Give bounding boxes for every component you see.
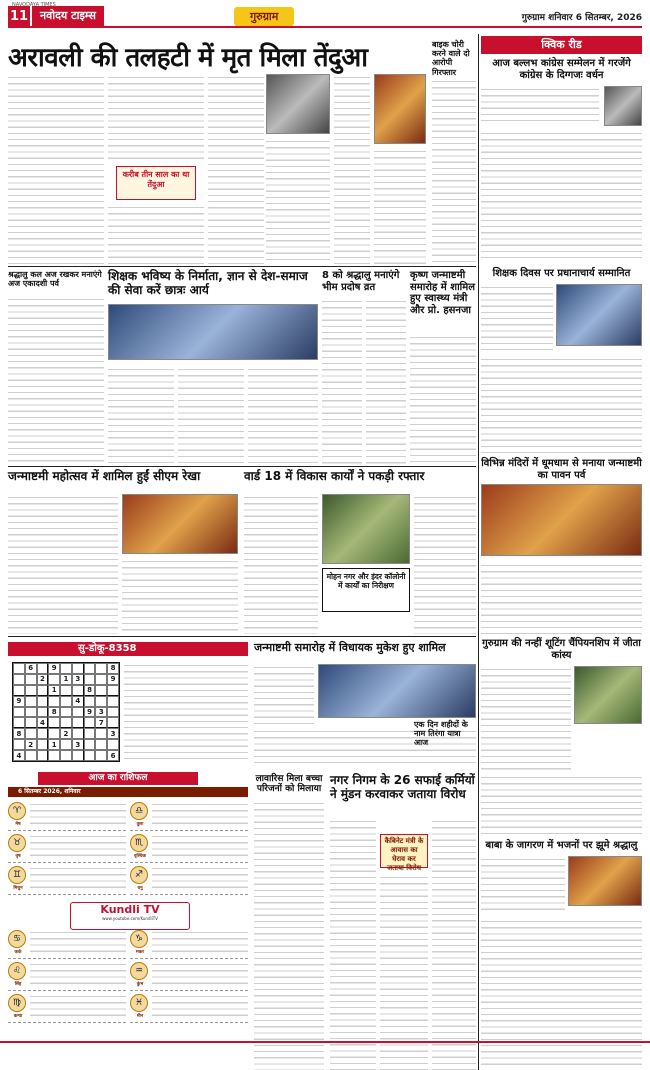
sign-text xyxy=(152,801,248,829)
sudoku-cell: 3 xyxy=(95,707,107,718)
sudoku-cell xyxy=(95,663,107,674)
sudoku-cell xyxy=(60,696,72,707)
sudoku-cell xyxy=(48,728,60,739)
teachers-day-body-2 xyxy=(481,356,642,454)
sign-text xyxy=(152,833,248,861)
sign-name: वृश्चिक xyxy=(134,854,146,859)
sudoku-cell xyxy=(84,728,96,739)
ward18-headline: वार्ड 18 में विकास कार्यों ने पकड़ी रफ्तार xyxy=(244,469,425,483)
sudoku-instructions xyxy=(124,662,248,762)
ekadashi-headline: श्रद्धालु कल अज रखकर मनाएंगे अज एकादशी पर्व xyxy=(8,270,102,289)
sign-text xyxy=(30,929,126,957)
nagar-nigam-body-1 xyxy=(330,818,376,1070)
shooting-body-2 xyxy=(481,774,642,834)
horoscope-sign xyxy=(130,832,248,863)
sudoku-cell xyxy=(25,717,37,728)
sudoku-cell xyxy=(13,707,25,718)
shooting-body-1 xyxy=(481,666,571,770)
sudoku-cell xyxy=(25,696,37,707)
lead-body-7 xyxy=(374,148,426,264)
sudoku-cell xyxy=(25,685,37,696)
bike-thief-body xyxy=(432,78,476,264)
teachers-day-body-1 xyxy=(481,284,553,352)
lawaris-headline: लावारिस मिला बच्चा परिजनों को मिलाया xyxy=(255,774,323,795)
lead-body-3 xyxy=(108,204,204,264)
krishna-health-headline: कृष्ण जन्माष्टमी समारोह में शामिल हुए स्वास्थ्य मंत्री और प्रो. हसनजा xyxy=(410,270,476,316)
lead-body-6 xyxy=(334,74,370,264)
sudoku-cell: 9 xyxy=(107,674,119,685)
zodiac-icon: ♏ xyxy=(130,834,148,852)
city-label: गुरुग्राम xyxy=(234,7,294,26)
lead-headline: अरावली की तलहटी में मृत मिला तेंदुआ xyxy=(8,43,368,73)
shooting-photo xyxy=(574,666,642,724)
sudoku-cell xyxy=(37,685,49,696)
baba-photo xyxy=(568,856,642,906)
bhim-headline: 8 को श्रद्धालु मनाएंगे भीम प्रदोष व्रत xyxy=(322,270,400,293)
masthead xyxy=(8,6,642,28)
sign-name: मकर xyxy=(136,950,144,955)
brand-logo: नवोदय टाइम्स xyxy=(32,6,104,26)
lead-body-5 xyxy=(266,138,330,264)
sign-text xyxy=(30,961,126,989)
sudoku-cell: 7 xyxy=(95,717,107,728)
sudoku-cell xyxy=(95,728,107,739)
lead-body-1 xyxy=(8,74,104,264)
horoscope-sign xyxy=(130,800,248,831)
column-rule xyxy=(478,34,479,1070)
sudoku-cell: 8 xyxy=(107,663,119,674)
sudoku-cell: 8 xyxy=(48,707,60,718)
mahotsav-headline: जन्माष्टमी महोत्सव में शामिल हुईं सीएम रेखा xyxy=(8,469,201,483)
content-area xyxy=(8,34,642,1033)
temples-headline: विभिन्न मंदिरों में धूमधाम से मनाया जन्माष्टमी का पावन पर्व xyxy=(481,458,642,481)
sudoku-cell: 6 xyxy=(25,663,37,674)
sudoku-header: सु-डोकू-8358 xyxy=(8,642,248,656)
sudoku-grid xyxy=(12,662,120,762)
sudoku-cell xyxy=(72,685,84,696)
mohan-callout: मोहन नगर और इंदर कॉलोनी में कार्यों का निरीक्षण xyxy=(322,568,410,612)
sudoku-cell xyxy=(48,717,60,728)
sign-text xyxy=(30,801,126,829)
sudoku-cell xyxy=(72,728,84,739)
sudoku-cell xyxy=(107,696,119,707)
divider xyxy=(8,636,476,637)
sudoku-cell xyxy=(13,674,25,685)
sign-name: तुला xyxy=(136,822,144,827)
sudoku-cell xyxy=(84,663,96,674)
sudoku-cell xyxy=(13,685,25,696)
ekadashi-body xyxy=(8,296,104,464)
sudoku-cell: 9 xyxy=(48,663,60,674)
sudoku-cell xyxy=(37,739,49,750)
sign-name: कन्या xyxy=(13,1014,23,1019)
sudoku-cell xyxy=(95,685,107,696)
sign-name: वृष xyxy=(15,854,21,859)
sudoku-cell xyxy=(13,717,25,728)
sudoku-cell: 3 xyxy=(107,728,119,739)
baba-body-2 xyxy=(481,918,642,1070)
teachers-photo xyxy=(108,304,318,360)
zodiac-icon: ♑ xyxy=(130,930,148,948)
sudoku-cell xyxy=(25,707,37,718)
sudoku-cell: 2 xyxy=(25,739,37,750)
sign-name: मेष xyxy=(15,822,21,827)
sudoku-cell: 9 xyxy=(84,707,96,718)
lead-body-2 xyxy=(108,74,204,162)
sudoku-cell: 4 xyxy=(37,717,49,728)
zodiac-icon: ♍ xyxy=(8,994,26,1012)
sudoku-cell xyxy=(107,739,119,750)
sudoku-cell xyxy=(84,696,96,707)
horoscope-sign xyxy=(8,960,126,991)
kundli-url: www.youtube.com/KundliTV xyxy=(102,916,158,921)
sudoku-cell xyxy=(37,663,49,674)
sudoku-cell xyxy=(60,663,72,674)
divider xyxy=(8,266,476,267)
sudoku-cell xyxy=(72,717,84,728)
horoscope-sign xyxy=(8,992,126,1023)
horoscope-sign xyxy=(8,928,126,959)
sudoku-cell xyxy=(84,674,96,685)
zodiac-icon: ♌ xyxy=(8,962,26,980)
sign-text xyxy=(152,961,248,989)
mahotsav-body-1 xyxy=(8,494,118,634)
horoscope-header: आज का राशिफल xyxy=(38,772,198,785)
congress-body-2 xyxy=(481,130,642,262)
ward18-body-1 xyxy=(244,494,318,634)
sudoku-cell xyxy=(48,696,60,707)
teachers-body-1 xyxy=(108,366,174,464)
bike-thief-headline: बाइक चोरी करने वाले दो आरोपी गिरफ्तार xyxy=(432,40,470,77)
sign-text xyxy=(30,993,126,1021)
sudoku-cell xyxy=(37,696,49,707)
ward18-photo xyxy=(322,494,410,564)
sign-text xyxy=(152,993,248,1021)
sudoku-cell xyxy=(84,717,96,728)
lead-photo-inset xyxy=(266,74,330,134)
zodiac-icon: ♉ xyxy=(8,834,26,852)
sign-name: मिथुन xyxy=(13,886,23,891)
horoscope-sign xyxy=(8,864,126,895)
teachers-body-3 xyxy=(248,366,318,464)
bhim-body-2 xyxy=(366,298,406,464)
sign-text xyxy=(30,865,126,893)
sign-name: कर्क xyxy=(14,950,22,955)
quick-read-header: क्विक रीड xyxy=(481,36,642,54)
sudoku-cell xyxy=(25,750,37,761)
sudoku-cell xyxy=(72,663,84,674)
lead-quote: करीब तीन साल का था तेंदुआ xyxy=(116,166,196,200)
sudoku-cell: 8 xyxy=(13,728,25,739)
temples-photo xyxy=(481,484,642,556)
cabinet-callout: कैबिनेट मंत्री के आवास का घेराव कर जताया विरोध xyxy=(380,834,428,868)
ward18-body-2 xyxy=(414,494,476,634)
sudoku-cell xyxy=(72,750,84,761)
sudoku-cell xyxy=(48,674,60,685)
sudoku-cell: 3 xyxy=(72,674,84,685)
page-number: 11 xyxy=(8,6,30,26)
mahotsav-photo xyxy=(122,494,238,554)
sign-name: मीन xyxy=(136,1014,144,1019)
sudoku-cell xyxy=(84,739,96,750)
nagar-nigam-body-3 xyxy=(432,818,476,1070)
sudoku-cell: 1 xyxy=(60,674,72,685)
sudoku-cell xyxy=(107,707,119,718)
sudoku-cell xyxy=(25,728,37,739)
sudoku-cell xyxy=(95,739,107,750)
sign-name: धनु xyxy=(137,886,143,891)
sudoku-cell: 2 xyxy=(60,728,72,739)
nagar-nigam-headline: नगर निगम के 26 सफाई कर्मियों ने मुंडन करवाकर जताया विरोध xyxy=(330,773,475,801)
sign-text xyxy=(152,865,248,893)
bhim-body-1 xyxy=(322,298,362,464)
dateline: गुरुग्राम शनिवार 6 सितम्बर, 2026 xyxy=(521,12,642,23)
sudoku-cell xyxy=(48,750,60,761)
baba-headline: बाबा के जागरण में भजनों पर झूमे श्रद्धालु xyxy=(485,840,638,851)
congress-headline: आज बल्लभ कांग्रेस सम्मेलन में गरजेंगे कांग्रेस के दिग्गजः वर्धन xyxy=(492,58,631,81)
zodiac-icon: ♎ xyxy=(130,802,148,820)
sudoku-cell xyxy=(95,696,107,707)
tiranga-headline: एक दिन शहीदों के नाम तिरंगा यात्रा आज xyxy=(414,720,468,748)
sudoku-cell xyxy=(60,717,72,728)
brand-subtitle: NAVODAYA TIMES xyxy=(12,2,56,8)
lead-body-4 xyxy=(208,74,264,264)
sudoku-cell: 8 xyxy=(84,685,96,696)
horoscope-sign xyxy=(130,992,248,1023)
sign-text xyxy=(152,929,248,957)
sudoku-cell: 1 xyxy=(48,739,60,750)
congress-photo xyxy=(604,86,642,126)
sudoku-cell xyxy=(13,663,25,674)
zodiac-icon: ♋ xyxy=(8,930,26,948)
teachers-day-photo xyxy=(556,284,642,346)
sign-name: सिंह xyxy=(14,982,22,987)
krishna-health-body xyxy=(410,334,476,464)
baba-body-1 xyxy=(481,856,565,914)
congress-body-1 xyxy=(481,86,599,126)
leopard-photo xyxy=(374,74,426,144)
kundli-ad xyxy=(70,902,190,930)
horoscope-sign xyxy=(8,832,126,863)
zodiac-icon: ♈ xyxy=(8,802,26,820)
sudoku-cell: 4 xyxy=(13,750,25,761)
sudoku-cell xyxy=(107,685,119,696)
sudoku-cell xyxy=(72,707,84,718)
horoscope-sign xyxy=(130,928,248,959)
sudoku-cell xyxy=(60,739,72,750)
teachers-day-headline: शिक्षक दिवस पर प्रधानाचार्य सम्मानित xyxy=(492,268,631,279)
teachers-body-2 xyxy=(178,366,244,464)
divider xyxy=(8,466,476,467)
sudoku-cell xyxy=(95,750,107,761)
sudoku-cell xyxy=(107,717,119,728)
sudoku-cell xyxy=(60,750,72,761)
sign-text xyxy=(30,833,126,861)
sudoku-cell xyxy=(37,750,49,761)
sudoku-cell xyxy=(95,674,107,685)
mahotsav-body-2 xyxy=(122,558,238,634)
sudoku-cell xyxy=(60,685,72,696)
horoscope-sign xyxy=(130,960,248,991)
sudoku-cell: 6 xyxy=(107,750,119,761)
zodiac-icon: ♐ xyxy=(130,866,148,884)
horoscope-sign xyxy=(130,864,248,895)
lawaris-body xyxy=(254,800,324,1070)
sudoku-cell: 3 xyxy=(72,739,84,750)
temples-body xyxy=(481,562,642,634)
kundli-logo: Kundli TV xyxy=(100,903,160,916)
sign-name: कुंभ xyxy=(136,982,144,987)
sudoku-cell xyxy=(37,728,49,739)
sudoku-cell xyxy=(84,750,96,761)
mukesh-body-1 xyxy=(254,664,314,724)
sudoku-cell xyxy=(13,739,25,750)
horoscope-date: 6 सितम्बर 2026, शनिवार xyxy=(8,787,248,797)
sudoku-cell xyxy=(60,707,72,718)
sudoku-cell: 4 xyxy=(72,696,84,707)
sudoku-cell xyxy=(25,674,37,685)
mukesh-photo xyxy=(318,664,476,718)
teachers-headline: शिक्षक भविष्य के निर्माता, ज्ञान से देश-समाज की सेवा करें छात्रः आर्य xyxy=(108,269,308,297)
sudoku-cell xyxy=(37,707,49,718)
horoscope-sign xyxy=(8,800,126,831)
sudoku-cell: 2 xyxy=(37,674,49,685)
zodiac-icon: ♊ xyxy=(8,866,26,884)
shooting-headline: गुरुग्राम की नन्हीं शूटिंग चैंपियनशिप में जीता कांस्य xyxy=(482,638,641,661)
mukesh-headline: जन्माष्टमी समारोह में विधायक मुकेश हुए शामिल xyxy=(254,641,446,654)
zodiac-icon: ♓ xyxy=(130,994,148,1012)
sudoku-cell: 9 xyxy=(13,696,25,707)
sudoku-cell: 1 xyxy=(48,685,60,696)
zodiac-icon: ♒ xyxy=(130,962,148,980)
